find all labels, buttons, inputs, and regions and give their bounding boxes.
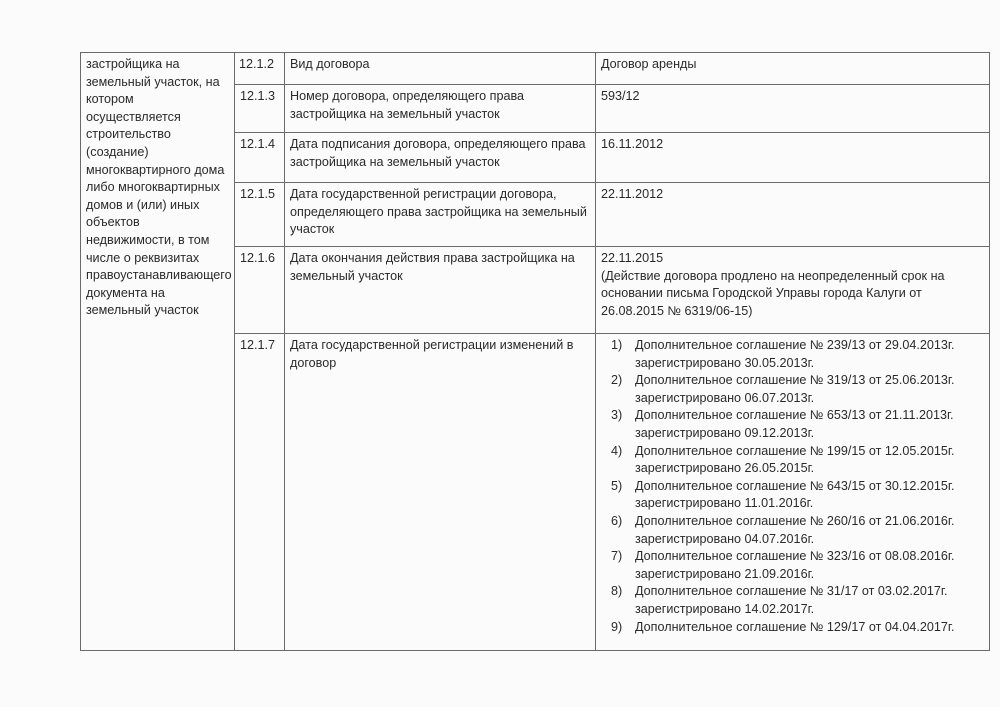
item-body <box>635 407 954 442</box>
amendment-text: Дополнительное соглашение № 260/16 от 21.06.2016г. <box>635 513 955 528</box>
row-number: 12.1.7 <box>235 334 285 651</box>
amendments-list <box>601 337 984 636</box>
land-rights-table <box>80 52 990 651</box>
amendment-text: Дополнительное соглашение № 653/13 от 21.11.2013г. <box>635 408 954 423</box>
registration-date: зарегистрировано 09.12.2013г. <box>635 425 815 440</box>
amendment-text: Дополнительное соглашение № 239/13 от 29.04.2013г. <box>635 338 955 352</box>
item-body <box>635 478 954 513</box>
item-body <box>635 337 954 372</box>
registration-date: зарегистрировано 04.07.2016г. <box>635 531 815 546</box>
amendment-item <box>601 337 984 372</box>
amendment-item <box>601 548 984 583</box>
item-body <box>635 583 947 618</box>
registration-date: зарегистрировано 26.05.2015г. <box>635 461 815 476</box>
row-label: Дата государственной регистрации договора, определяющего права застройщика на земельный участок <box>285 183 596 247</box>
row-number: 12.1.3 <box>235 85 285 133</box>
row-number: 12.1.4 <box>235 133 285 183</box>
section-label: застройщика на земельный участок, на котором осуществляется строительство (создание) многоквартирного дома либо многоквартирных домов и (или) иных объектов недвижимости, в том числе о реквизитах правоустанавливающего документа на земельный участок <box>81 53 235 651</box>
row-value: 22.11.2012 <box>596 183 990 247</box>
row-number: 12.1.6 <box>235 247 285 334</box>
amendment-item <box>601 513 984 548</box>
amendment-item <box>601 583 984 618</box>
registration-date: зарегистрировано 06.07.2013г. <box>635 390 815 405</box>
amendment-item <box>601 372 984 407</box>
item-number: 3) <box>611 408 623 423</box>
row-label: Вид договора <box>285 53 596 85</box>
row-value <box>596 247 990 334</box>
row-number: 12.1.2 <box>235 53 285 85</box>
amendment-text: Дополнительное соглашение № 323/16 от 08.08.2016г. <box>635 549 955 564</box>
end-date: 22.11.2015 <box>601 251 664 265</box>
amendment-item <box>601 619 984 637</box>
amendments-cell <box>596 334 990 651</box>
registration-date: зарегистрировано 11.01.2016г. <box>635 496 814 511</box>
item-number: 7) <box>611 549 623 564</box>
amendment-item <box>601 443 984 478</box>
item-number: 6) <box>611 513 623 528</box>
amendment-text: Дополнительное соглашение № 319/13 от 25.06.2013г. <box>635 373 955 388</box>
registration-date: зарегистрировано 30.05.2013г. <box>635 355 815 370</box>
amendment-item <box>601 478 984 513</box>
row-value: 593/12 <box>596 85 990 133</box>
row-value: 16.11.2012 <box>596 133 990 183</box>
extension-note: (Действие договора продлено на неопределенный срок на основании письма Городской Управы города Калуги от 26.08.2015 № 6319/06-15) <box>601 268 945 318</box>
item-body <box>635 513 954 548</box>
item-body <box>635 372 954 407</box>
item-number: 2) <box>611 373 623 388</box>
row-label: Дата подписания договора, определяющего права застройщика на земельный участок <box>285 133 596 183</box>
item-number: 1) <box>611 338 623 352</box>
item-number: 5) <box>611 478 623 493</box>
item-number: 9) <box>611 619 623 634</box>
row-number: 12.1.5 <box>235 183 285 247</box>
row-label: Дата окончания действия права застройщика на земельный участок <box>285 247 596 334</box>
item-number: 8) <box>611 584 623 599</box>
registration-date: зарегистрировано 14.02.2017г. <box>635 601 815 616</box>
amendment-text: Дополнительное соглашение № 31/17 от 03.02.2017г. <box>635 584 948 599</box>
row-label: Дата государственной регистрации изменений в договор <box>285 334 596 651</box>
amendment-text: Дополнительное соглашение № 643/15 от 30.12.2015г. <box>635 478 955 493</box>
row-label: Номер договора, определяющего права застройщика на земельный участок <box>285 85 596 133</box>
registration-date: зарегистрировано 21.09.2016г. <box>635 566 815 581</box>
item-number: 4) <box>611 443 623 458</box>
amendment-item <box>601 407 984 442</box>
item-body <box>635 619 954 637</box>
item-body <box>635 443 954 478</box>
row-value: Договор аренды <box>596 53 990 85</box>
item-body <box>635 548 954 583</box>
amendment-text: Дополнительное соглашение № 129/17 от 04.04.2017г. <box>635 619 955 634</box>
amendment-text: Дополнительное соглашение № 199/15 от 12.05.2015г. <box>635 443 955 458</box>
